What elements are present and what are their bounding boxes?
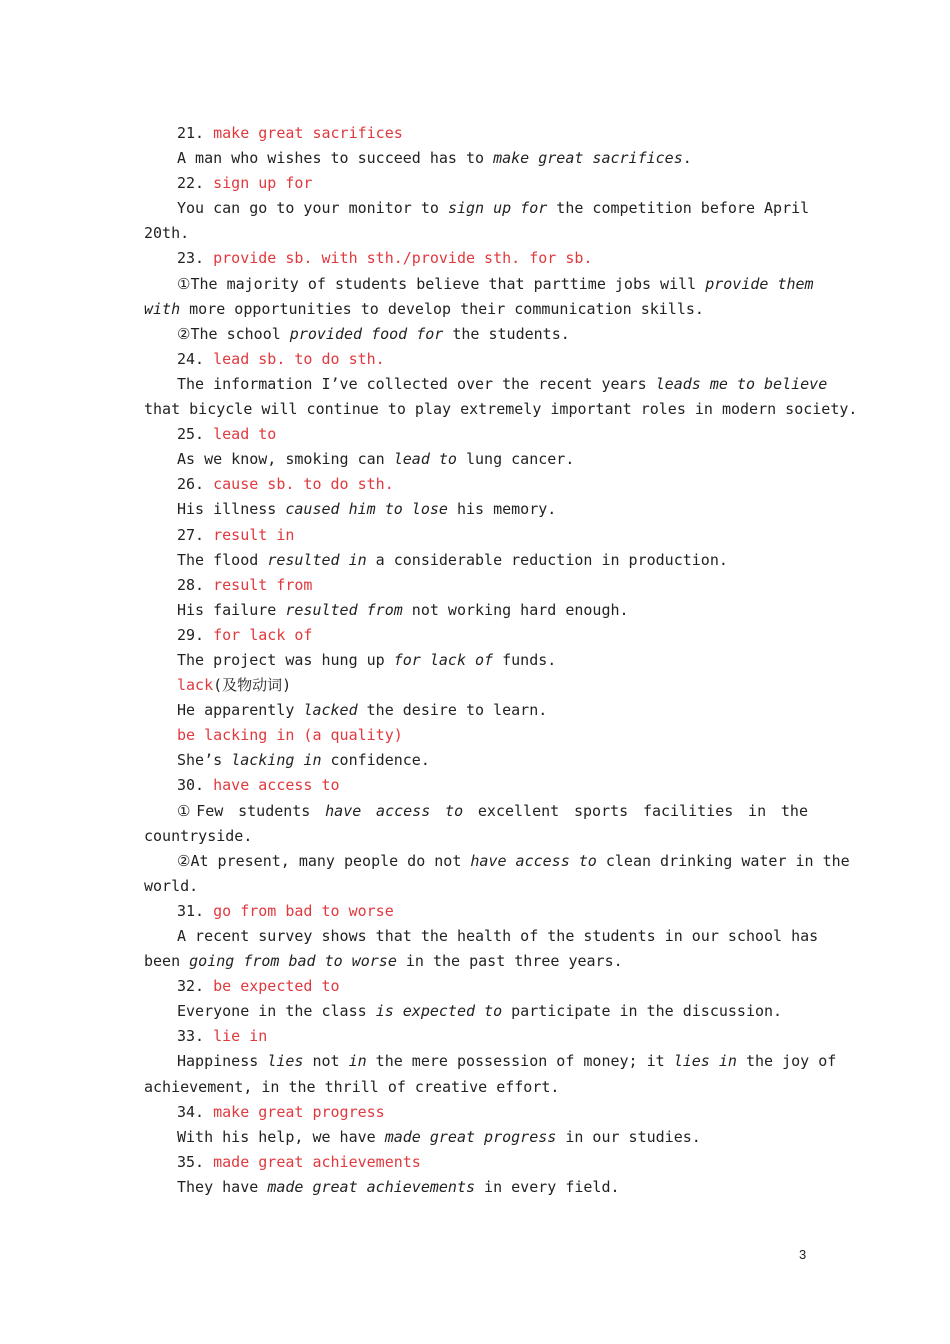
- example-sentence-line: [144, 1175, 808, 1200]
- page-number: 3: [799, 1247, 807, 1262]
- phrase-text: sign up for: [213, 174, 313, 193]
- example-sentence-line: [144, 949, 808, 974]
- plain-text: The flood: [177, 550, 268, 569]
- example-sentence-line: [144, 397, 858, 422]
- plain-text: not: [303, 1052, 349, 1071]
- plain-text: a considerable reduction in production.: [366, 550, 728, 569]
- phrase-text: make great progress: [213, 1102, 385, 1121]
- phrase-heading: [144, 773, 808, 798]
- example-phrase-italic: have access to: [325, 801, 464, 820]
- plain-text: His illness: [177, 500, 286, 519]
- plain-text: His failure: [177, 600, 286, 619]
- plain-text: countryside.: [144, 826, 253, 845]
- phrase-text: have access to: [213, 776, 340, 795]
- example-phrase-italic: resulted in: [267, 550, 367, 569]
- phrase-text: be lacking in (a quality): [177, 726, 403, 745]
- plain-text: Happiness: [177, 1052, 268, 1071]
- plain-text: The information I’ve collected over the recent years: [177, 374, 656, 393]
- plain-text: ①Few students: [177, 801, 326, 820]
- example-sentence-line: [144, 648, 808, 673]
- plain-text: 24.: [177, 349, 214, 368]
- plain-text: ①The majority of students believe that parttime jobs will: [177, 274, 706, 293]
- plain-text: in every field.: [475, 1177, 620, 1196]
- plain-text: the students.: [443, 324, 570, 343]
- phrase-heading: [144, 573, 808, 598]
- phrase-text: for lack of: [213, 625, 313, 644]
- plain-text: 20th.: [144, 224, 190, 243]
- example-phrase-italic: going from bad to worse: [189, 952, 397, 971]
- plain-text: You can go to your monitor to: [177, 199, 448, 218]
- plain-text: She’s: [177, 751, 232, 770]
- example-sentence-line: [144, 999, 808, 1024]
- plain-text: 35.: [177, 1152, 214, 1171]
- plain-text: 28.: [177, 575, 214, 594]
- example-sentence-line: [144, 221, 808, 246]
- phrase-heading: [144, 974, 808, 999]
- phrase-heading: [144, 673, 808, 698]
- plain-text: 21.: [177, 124, 214, 142]
- example-phrase-italic: resulted from: [285, 600, 403, 619]
- phrase-heading: [144, 899, 808, 924]
- phrase-text: result from: [213, 575, 313, 594]
- plain-text: 23.: [177, 249, 214, 268]
- example-sentence-line: [144, 1075, 808, 1100]
- plain-text: lung cancer.: [456, 450, 575, 469]
- plain-text: 22.: [177, 174, 214, 193]
- example-phrase-italic: leads me to believe: [655, 374, 828, 393]
- phrase-heading: [144, 121, 808, 146]
- plain-text: funds.: [493, 650, 557, 669]
- phrase-heading: [144, 347, 808, 372]
- plain-text: the desire to learn.: [357, 701, 548, 720]
- plain-text: They have: [177, 1177, 268, 1196]
- example-sentence-line: [144, 297, 808, 322]
- phrase-heading: [144, 422, 808, 447]
- phrase-heading: [144, 472, 808, 497]
- example-sentence-line: [144, 748, 808, 773]
- plain-text: been: [144, 952, 190, 971]
- phrase-text: lead to: [213, 425, 277, 444]
- phrase-heading: [144, 723, 808, 748]
- plain-text: 32.: [177, 977, 214, 996]
- plain-text: achievement, in the thrill of creative effort.: [144, 1077, 560, 1096]
- example-sentence-line: [144, 196, 808, 221]
- example-sentence-line: [144, 598, 808, 623]
- example-phrase-italic: made great achievements: [267, 1177, 476, 1196]
- phrase-text: lack: [177, 676, 214, 695]
- example-sentence-line: [144, 924, 819, 949]
- example-sentence-line: [144, 824, 808, 849]
- plain-text: in the past three years.: [396, 952, 623, 971]
- plain-text: not working hard enough.: [402, 600, 629, 619]
- example-phrase-italic: with: [144, 299, 181, 318]
- plain-text: He apparently: [177, 701, 304, 720]
- example-phrase-italic: is expected to: [375, 1002, 503, 1021]
- example-sentence-line: [144, 849, 850, 874]
- plain-text: 31.: [177, 901, 214, 920]
- example-phrase-italic: lies: [267, 1052, 304, 1071]
- example-sentence-line: [144, 1125, 808, 1150]
- plain-text: 34.: [177, 1102, 214, 1121]
- example-sentence-line: [144, 799, 808, 824]
- example-sentence-line: [144, 1049, 837, 1074]
- example-phrase-italic: provided food for: [289, 324, 444, 343]
- plain-text: A man who wishes to succeed has to: [177, 149, 494, 168]
- phrase-text: be expected to: [213, 977, 340, 996]
- plain-text: 29.: [177, 625, 214, 644]
- plain-text: participate in the discussion.: [502, 1002, 783, 1021]
- phrase-text: provide sb. with sth./provide sth. for sb.: [213, 249, 593, 268]
- example-sentence-line: [144, 272, 814, 297]
- example-sentence-line: [144, 322, 808, 347]
- plain-text: world.: [144, 876, 199, 895]
- example-sentence-line: [144, 497, 808, 522]
- plain-text: in our studies.: [556, 1127, 701, 1146]
- phrase-text: made great achievements: [213, 1152, 421, 1171]
- plain-text: ②The school: [177, 324, 290, 343]
- example-sentence-line: [144, 146, 808, 171]
- plain-text: the mere possession of money; it: [366, 1052, 674, 1071]
- plain-text: With his help, we have: [177, 1127, 385, 1146]
- example-phrase-italic: in: [348, 1052, 367, 1071]
- plain-text: 27.: [177, 525, 214, 544]
- example-phrase-italic: for lack of: [393, 650, 494, 669]
- phrase-heading: [144, 623, 808, 648]
- plain-text: 30.: [177, 776, 214, 795]
- phrase-text: lie in: [213, 1027, 268, 1046]
- plain-text: (及物动词): [213, 676, 292, 695]
- example-phrase-italic: make great sacrifices: [493, 149, 683, 168]
- plain-text: 33.: [177, 1027, 214, 1046]
- plain-text: that bicycle will continue to play extremely important roles in modern society.: [144, 400, 858, 419]
- plain-text: The project was hung up: [177, 650, 394, 669]
- example-sentence-line: [144, 447, 808, 472]
- phrase-text: make great sacrifices: [213, 124, 403, 142]
- example-sentence-line: [144, 874, 808, 899]
- plain-text: his memory.: [447, 500, 557, 519]
- plain-text: 25.: [177, 425, 214, 444]
- plain-text: clean drinking water in the: [596, 851, 850, 870]
- example-phrase-italic: made great progress: [384, 1127, 557, 1146]
- example-phrase-italic: have access to: [470, 851, 597, 870]
- example-phrase-italic: provide them: [705, 274, 814, 293]
- example-phrase-italic: sign up for: [447, 199, 548, 218]
- plain-text: As we know, smoking can: [177, 450, 394, 469]
- phrase-text: lead sb. to do sth.: [213, 349, 385, 368]
- phrase-heading: [144, 1150, 808, 1175]
- document-body: [144, 121, 858, 1200]
- example-phrase-italic: lies in: [673, 1052, 737, 1071]
- phrase-heading: [144, 246, 808, 271]
- example-sentence-line: [144, 698, 808, 723]
- plain-text: A recent survey shows that the health of the students in our school has: [177, 927, 819, 945]
- example-sentence-line: [144, 372, 828, 397]
- plain-text: excellent sports facilities in the: [463, 801, 808, 820]
- example-phrase-italic: lacking in: [231, 751, 322, 770]
- plain-text: the competition before April: [547, 199, 810, 218]
- phrase-heading: [144, 1024, 808, 1049]
- plain-text: .: [682, 149, 692, 168]
- plain-text: Everyone in the class: [177, 1002, 376, 1021]
- phrase-text: cause sb. to do sth.: [213, 475, 394, 494]
- plain-text: the joy of: [736, 1052, 837, 1071]
- example-phrase-italic: lacked: [303, 701, 358, 720]
- plain-text: confidence.: [321, 751, 430, 770]
- example-sentence-line: [144, 548, 808, 573]
- phrase-text: result in: [213, 525, 295, 544]
- phrase-text: go from bad to worse: [213, 901, 394, 920]
- plain-text: ②At present, many people do not: [177, 851, 471, 870]
- phrase-heading: [144, 1100, 808, 1125]
- example-phrase-italic: caused him to lose: [285, 500, 448, 519]
- example-phrase-italic: lead to: [393, 450, 457, 469]
- phrase-heading: [144, 171, 808, 196]
- phrase-heading: [144, 523, 808, 548]
- plain-text: 26.: [177, 475, 214, 494]
- plain-text: more opportunities to develop their communication skills.: [180, 299, 704, 318]
